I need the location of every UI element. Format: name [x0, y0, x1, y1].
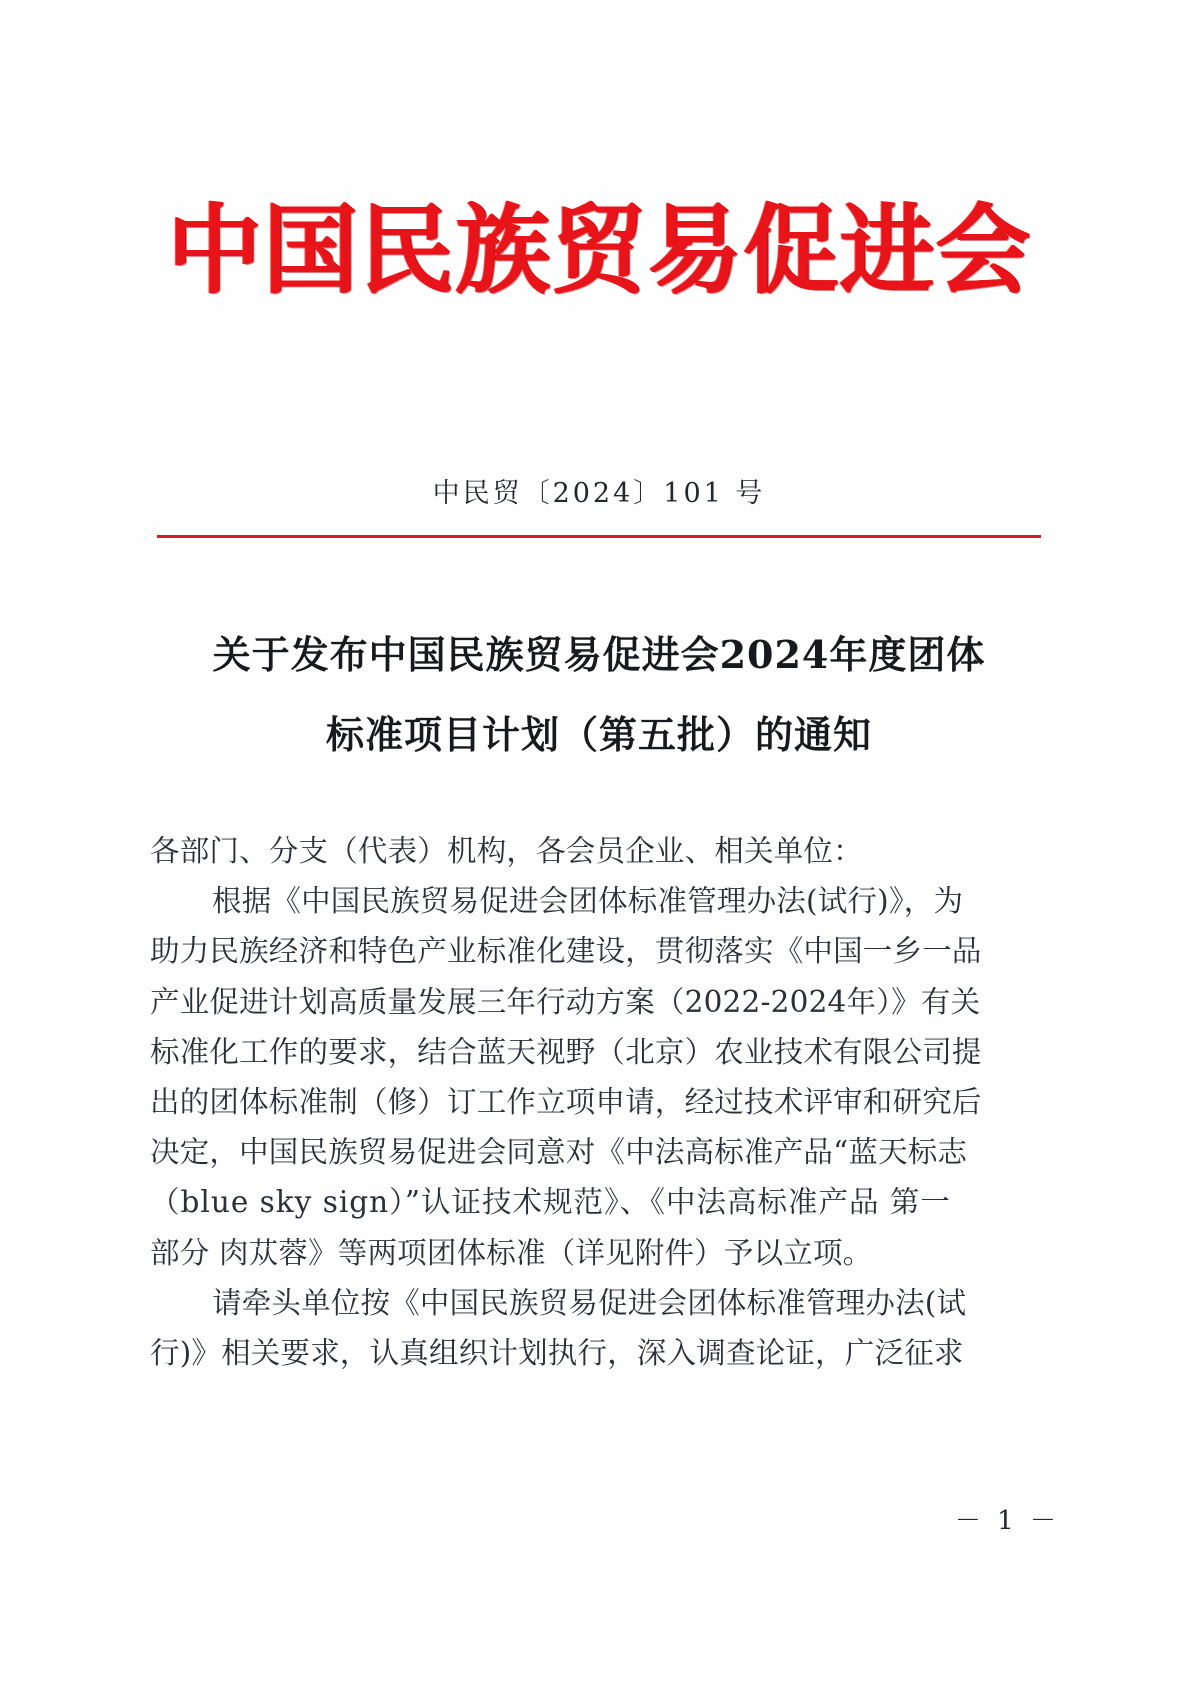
body-line-1: 根据《中国民族贸易促进会团体标准管理办法(试行)》，为 [212, 884, 964, 919]
body-line-4: 标准化工作的要求，结合蓝天视野（北京）农业技术有限公司提 [150, 1034, 982, 1069]
title-line-1: 关于发布中国民族贸易促进会2024年度团体 [212, 632, 986, 677]
document-number-row [0, 471, 1198, 510]
document-number: 中民贸〔2024〕101 号 [432, 478, 766, 509]
body-line-6: 决定，中国民族贸易促进会同意对《中法高标准产品“蓝天标志 [150, 1135, 968, 1170]
body-line-3: 产业促进计划高质量发展三年行动方案（2022-2024年）》有关 [150, 984, 981, 1019]
organization-name: 中国民族贸易促进会 [166, 193, 1032, 307]
body-line-10: 行)》相关要求，认真组织计划执行，深入调查论证，广泛征求 [150, 1336, 964, 1371]
salutation: 各部门、分支（代表）机构，各会员企业、相关单位： [150, 834, 863, 868]
red-divider-rule [157, 535, 1041, 538]
body-line-7: （blue sky sign）”认证技术规范》、《中法高标准产品 第一 [150, 1185, 951, 1220]
body-line-2: 助力民族经济和特色产业标准化建设，贯彻落实《中国一乡一品 [150, 934, 982, 969]
title-line-2: 标准项目计划（第五批）的通知 [325, 712, 872, 757]
document-title [150, 615, 1048, 775]
body-line-5: 出的团体标准制（修）订工作立项申请，经过技术评审和研究后 [150, 1085, 982, 1120]
body-line-9: 请牵头单位按《中国民族贸易促进会团体标准管理办法(试 [212, 1285, 967, 1320]
page-number: － 1 － [954, 1506, 1060, 1536]
masthead [0, 193, 1198, 307]
document-body [150, 826, 1050, 1378]
body-line-8: 部分 肉苁蓉》等两项团体标准（详见附件）予以立项。 [150, 1235, 873, 1270]
